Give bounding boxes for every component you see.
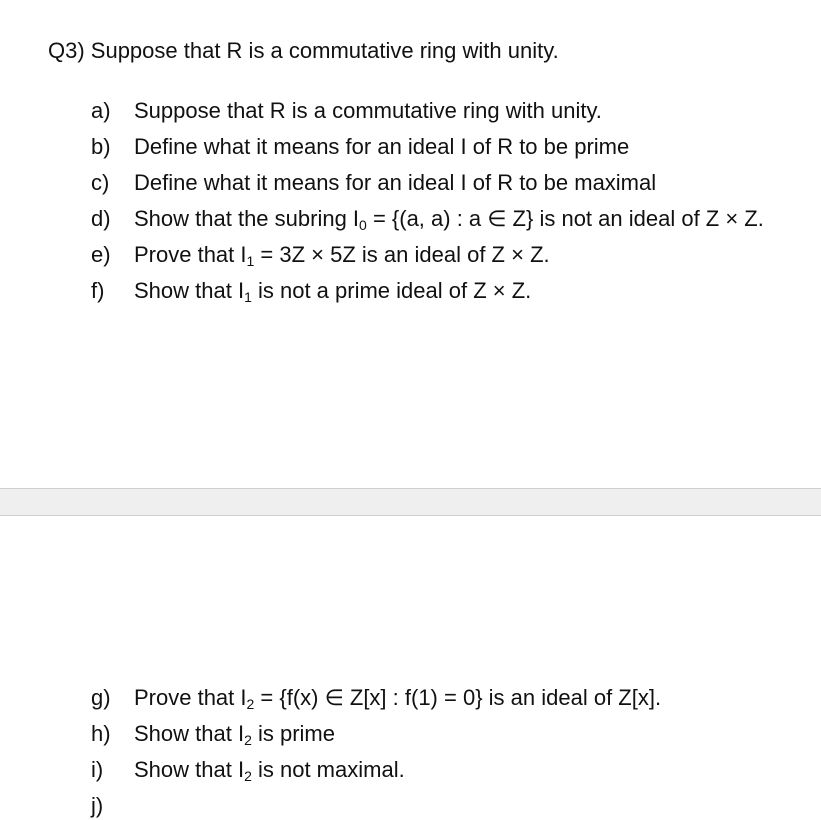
part-f	[91, 277, 531, 305]
part-label: d)	[91, 206, 111, 231]
part-label: e)	[91, 242, 111, 267]
page-section-bottom	[0, 516, 821, 818]
part-b	[91, 133, 629, 161]
part-label: c)	[91, 170, 110, 195]
part-text: Define what it means for an ideal I of R to be prime	[134, 134, 630, 159]
part-text	[134, 721, 335, 746]
part-text-pre: Show that the subring I	[134, 206, 360, 231]
part-text: Suppose that R is a commutative ring with unity.	[134, 98, 602, 123]
part-text-post: is not a prime ideal of Z × Z.	[251, 278, 532, 303]
part-g	[91, 684, 661, 712]
part-label: j)	[91, 793, 104, 818]
subscript: 2	[244, 768, 252, 784]
part-text-pre: Show that I	[134, 278, 245, 303]
part-label: f)	[91, 278, 105, 303]
subscript: 1	[244, 289, 252, 305]
page-break-divider	[0, 488, 821, 516]
part-text-post: is not maximal.	[251, 757, 405, 782]
part-text-pre: Show that I	[134, 721, 245, 746]
subscript: 0	[359, 217, 367, 233]
part-h	[91, 720, 335, 748]
part-label: a)	[91, 98, 111, 123]
part-a	[91, 97, 602, 125]
part-text-pre: Prove that I	[134, 685, 247, 710]
part-text	[134, 278, 531, 303]
part-text	[134, 757, 405, 782]
part-text	[134, 242, 550, 267]
part-text-post: = {(a, a) : a ∈ Z} is not an ideal of Z × Z.	[366, 206, 764, 231]
part-j	[91, 792, 134, 820]
part-text	[134, 685, 661, 710]
part-text-pre: Prove that I	[134, 242, 247, 267]
part-i	[91, 756, 405, 784]
part-label: h)	[91, 721, 111, 746]
subscript: 2	[244, 732, 252, 748]
part-text-pre: Show that I	[134, 757, 245, 782]
question-title: Q3) Suppose that R is a commutative ring with unity.	[48, 38, 559, 63]
part-label: b)	[91, 134, 111, 159]
part-text-post: = {f(x) ∈ Z[x] : f(1) = 0} is an ideal of Z[x].	[254, 685, 662, 710]
part-text-post: is prime	[251, 721, 335, 746]
part-e	[91, 241, 550, 269]
part-text	[134, 206, 764, 231]
part-c	[91, 169, 656, 197]
part-d	[91, 205, 764, 233]
subscript: 1	[246, 253, 255, 269]
subscript: 2	[246, 696, 255, 712]
part-label: g)	[91, 685, 111, 710]
part-label: i)	[91, 757, 104, 782]
part-text-post: = 3Z × 5Z is an ideal of Z × Z.	[254, 242, 550, 267]
part-text: Define what it means for an ideal I of R to be maximal	[134, 170, 657, 195]
